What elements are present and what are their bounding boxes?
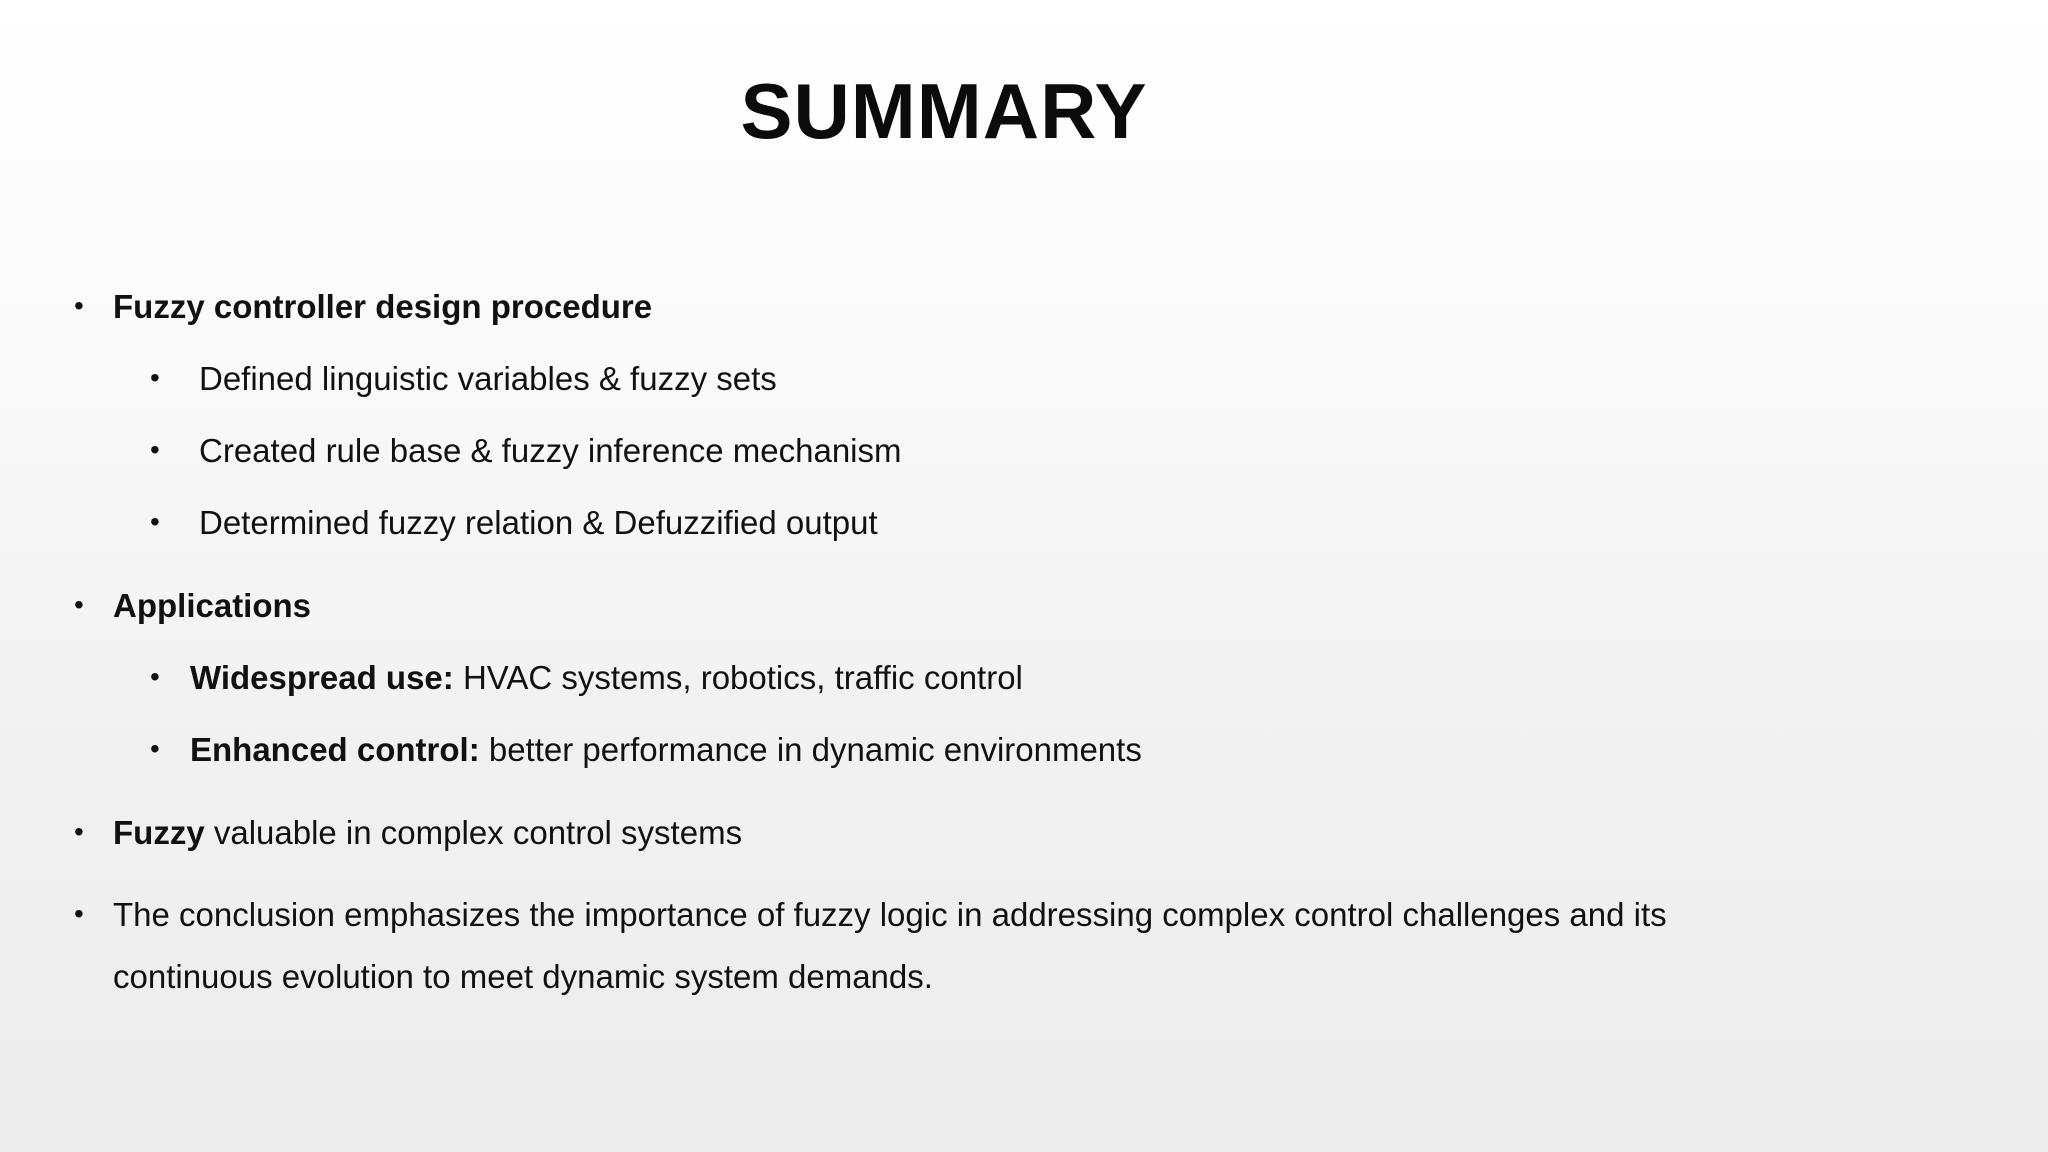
bullet-enhanced-control-text: better performance in dynamic environments xyxy=(479,731,1142,768)
bullet-fuzzy-valuable xyxy=(113,802,742,864)
bullet-widespread-use xyxy=(190,647,1023,709)
bullet-dot: • xyxy=(74,290,84,321)
bullet-applications: Applications xyxy=(113,587,312,624)
bullet-dot: • xyxy=(150,362,160,393)
bullet-dot: • xyxy=(74,898,84,929)
bullet-fuzzy-valuable-text: valuable in complex control systems xyxy=(204,814,743,851)
bullet-fuzzy-valuable-label: Fuzzy xyxy=(113,814,205,851)
bullet-enhanced-control xyxy=(190,719,1142,781)
bullet-dot: • xyxy=(150,434,160,465)
bullet-rule-base: Created rule base & fuzzy inference mechanism xyxy=(199,432,902,469)
bullet-dot: • xyxy=(150,661,160,692)
bullet-dot: • xyxy=(74,816,84,847)
bullet-enhanced-control-label: Enhanced control: xyxy=(190,731,480,768)
bullet-dot: • xyxy=(150,506,160,537)
bullet-design-procedure: Fuzzy controller design procedure xyxy=(113,288,653,325)
bullet-fuzzy-relation: Determined fuzzy relation & Defuzzified output xyxy=(199,504,878,541)
bullet-conclusion-line2: continuous evolution to meet dynamic system demands. xyxy=(113,958,933,995)
bullet-dot: • xyxy=(74,589,84,620)
bullet-conclusion-line1: The conclusion emphasizes the importance of fuzzy logic in addressing complex control challenges and its xyxy=(113,896,1667,933)
bullet-widespread-use-label: Widespread use: xyxy=(190,659,454,696)
bullet-linguistic-variables: Defined linguistic variables & fuzzy sets xyxy=(199,360,777,397)
slide-title: SUMMARY xyxy=(740,67,1148,155)
bullet-dot: • xyxy=(150,733,160,764)
bullet-widespread-use-text: HVAC systems, robotics, traffic control xyxy=(453,659,1023,696)
